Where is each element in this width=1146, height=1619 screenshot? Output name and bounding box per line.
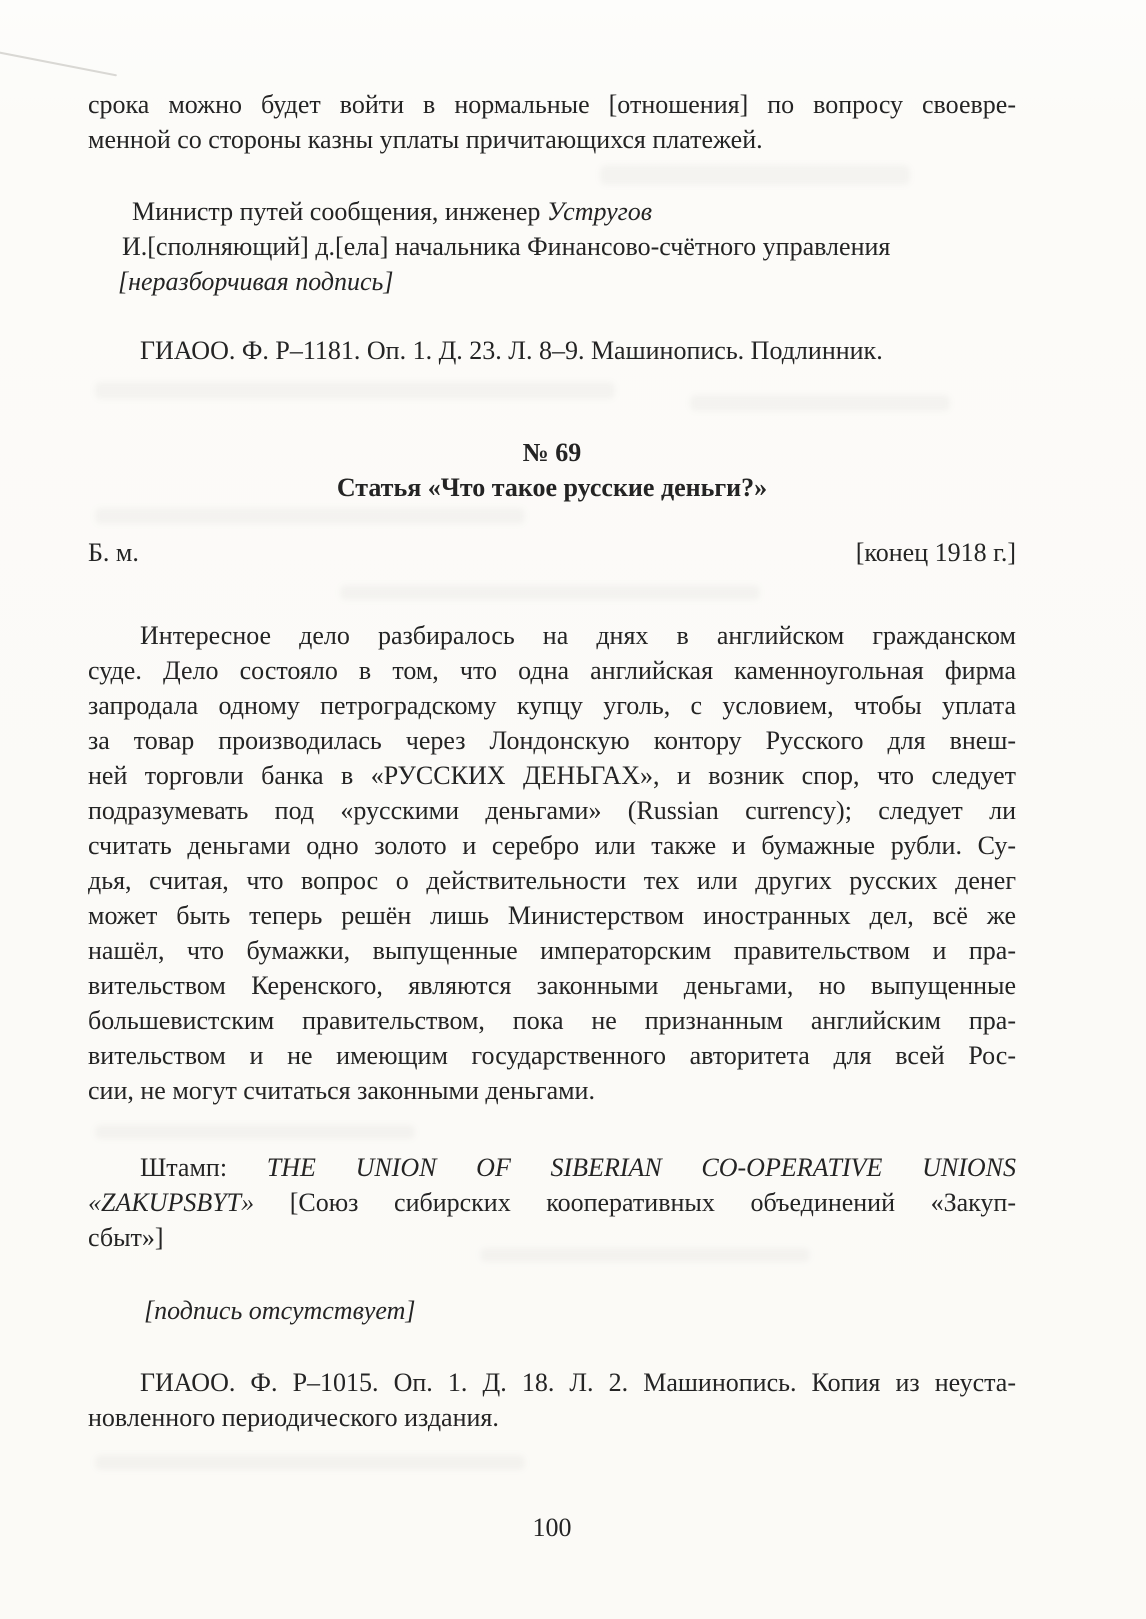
text-line: подразумевать под «русскими деньгами» (Russian currency); следует ли (88, 796, 1016, 825)
text-line: запродала одному петроградскому купцу уголь, с условием, чтобы уплата (88, 691, 1016, 720)
official-title-line: И.[сполняющий] д.[ела] начальника Финансово-счётного управления (122, 232, 891, 261)
stamp-org-name-text: «ZAKUPSBYT» (88, 1188, 255, 1217)
signature-block (88, 194, 1016, 299)
article-body-paragraph (88, 618, 1016, 1108)
minister-signature-line (132, 194, 1016, 229)
stamp-line: сбыт»] (88, 1223, 164, 1252)
stamp-line (88, 1150, 1016, 1185)
text-line: менной со стороны казны уплаты причитающихся платежей. (88, 125, 763, 154)
place-label: Б. м. (88, 538, 139, 567)
scan-crease-artifact (0, 50, 117, 77)
document-heading (88, 435, 1016, 505)
minister-name: Устругов (546, 197, 653, 226)
page-text-block (88, 87, 1016, 1545)
text-line: Интересное дело разбиралось на днях в английском гражданском (140, 621, 1016, 650)
stamp-translation-text: [Союз сибирских кооперативных объединений «Закуп- (289, 1188, 1016, 1217)
date-label: [конец 1918 г.] (855, 538, 1016, 567)
stamp-label: Штамп: (140, 1153, 228, 1182)
archive-reference-1: ГИАОО. Ф. Р–1181. Оп. 1. Д. 23. Л. 8–9. Машинопись. Подлинник. (140, 336, 883, 365)
page-number: 100 (532, 1513, 572, 1542)
text-line: может быть теперь решён лишь Министерством иностранных дел, всё же (88, 901, 1016, 930)
stamp-line (88, 1185, 1016, 1220)
signature-absent-note: [подпись отсутствует] (144, 1296, 416, 1325)
archive-reference-2 (88, 1365, 1016, 1435)
stamp-org-name-text: THE UNION OF SIBERIAN CO-OPERATIVE UNIONS (266, 1153, 1017, 1182)
text-line: считать деньгами одно золото и серебро или также и бумажные рубли. Су- (88, 831, 1016, 860)
text-line: вительством и не имеющим государственного авторитета для всей Рос- (88, 1041, 1016, 1070)
text-line: вительством Керенского, являются законными деньгами, но выпущенные (88, 971, 1016, 1000)
text-line: ГИАОО. Ф. Р–1015. Оп. 1. Д. 18. Л. 2. Машинопись. Копия из неуста- (140, 1368, 1016, 1397)
text-line: за товар производилась через Лондонскую контору Русского для внеш- (88, 726, 1016, 755)
illegible-signature-note: [неразборчивая подпись] (118, 267, 394, 296)
document-title: Статья «Что такое русские деньги?» (336, 473, 768, 502)
text-line: дья, считая, что вопрос о действительности тех или других русских денег (88, 866, 1016, 895)
text-line: срока можно будет войти в нормальные [отношения] по вопросу своевре- (88, 90, 1016, 119)
text-line: ней торговли банка в «РУССКИХ ДЕНЬГАХ», и возник спор, что следует (88, 761, 1016, 790)
previous-document-closing-paragraph (88, 87, 1016, 157)
minister-title-text: Министр путей сообщения, инженер (132, 197, 541, 226)
stamp-paragraph (88, 1150, 1016, 1255)
text-line: нашёл, что бумажки, выпущенные императорским правительством и пра- (88, 936, 1016, 965)
place-date-row (88, 535, 1016, 570)
text-line: новленного периодического издания. (88, 1403, 499, 1432)
text-line: суде. Дело состояло в том, что одна английская каменноугольная фирма (88, 656, 1016, 685)
text-line: сии, не могут считаться законными деньгами. (88, 1076, 595, 1105)
document-number: № 69 (522, 438, 582, 467)
text-line: большевистским правительством, пока не признанным английским пра- (88, 1006, 1016, 1035)
